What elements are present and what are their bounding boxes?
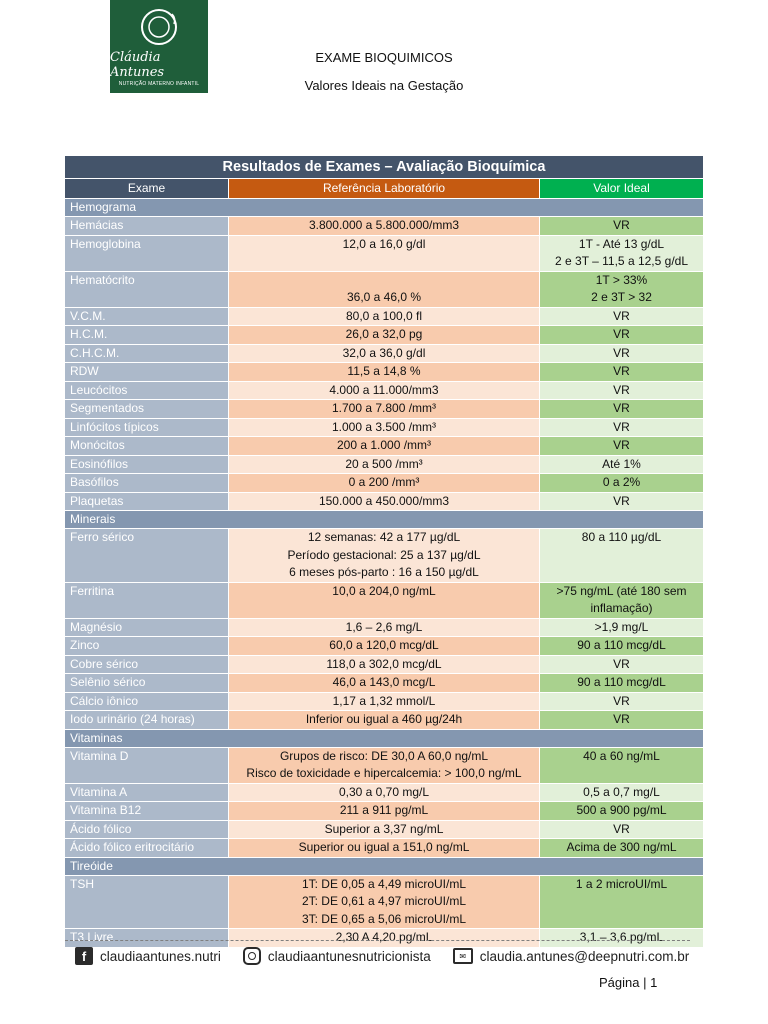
ideal-value-line: Acima de 300 ng/mL (566, 840, 677, 854)
document-title: EXAME BIOQUIMICOS (315, 50, 453, 65)
ideal-value-line: VR (613, 438, 630, 452)
reference-value-line: 60,0 a 120,0 mcg/dL (329, 638, 439, 652)
instagram-handle: claudiaantunesnutricionista (267, 948, 431, 964)
table-row (65, 582, 703, 618)
exam-name: Magnésio (65, 619, 228, 637)
ideal-value-cell (539, 326, 703, 344)
table-row (65, 235, 703, 271)
ideal-value-line: 1T - Até 13 g/dL (578, 236, 665, 251)
exam-name: RDW (65, 363, 228, 381)
exam-name: Plaquetas (65, 493, 228, 511)
table-row (65, 381, 703, 400)
table-row (65, 528, 703, 582)
page-number: Página | 1 (599, 975, 658, 990)
ideal-value-line: 0 a 2% (602, 475, 641, 489)
table-row (65, 216, 703, 235)
reference-value-cell (228, 345, 539, 363)
reference-value-cell (228, 236, 539, 271)
exam-name: Cálcio iônico (65, 693, 228, 711)
exam-name: Vitamina A (65, 784, 228, 802)
reference-value-cell (228, 821, 539, 839)
exam-name: Selênio sérico (65, 674, 228, 692)
ideal-value-cell (539, 674, 703, 692)
reference-value-line (229, 272, 539, 290)
ideal-value-line: 40 a 60 ng/mL (583, 748, 660, 763)
table-row (65, 399, 703, 418)
reference-value-line: 36,0 a 46,0 % (346, 290, 422, 304)
facebook-contact[interactable] (75, 947, 221, 965)
exam-name: Iodo urinário (24 horas) (65, 711, 228, 729)
reference-value-cell (228, 456, 539, 474)
exam-name: H.C.M. (65, 326, 228, 344)
reference-value-line: 2,30 A 4,20 pg/mL (335, 930, 433, 944)
reference-value-cell (228, 529, 539, 582)
reference-value-line: 1.000 a 3.500 /mm³ (331, 419, 437, 434)
reference-value-cell (228, 437, 539, 455)
reference-value-cell (228, 876, 539, 929)
logo-name: Cláudia Antunes (110, 50, 165, 80)
reference-value-line: 0,30 a 0,70 mg/L (338, 784, 430, 799)
ideal-value-line (540, 893, 703, 911)
exam-name: Ácido fólico eritrocitário (65, 839, 228, 857)
ideal-value-cell (539, 929, 703, 947)
ideal-value-cell (539, 437, 703, 455)
email-contact[interactable] (453, 948, 690, 964)
reference-value-line: 4.000 a 11.000/mm3 (329, 382, 439, 397)
reference-value-line: 20 a 500 /mm³ (345, 456, 423, 471)
ideal-value-cell (539, 308, 703, 326)
ideal-value-cell (539, 802, 703, 820)
reference-value-line: 26,0 a 32,0 pg (345, 327, 423, 341)
reference-value-cell (228, 711, 539, 729)
ideal-value-line (540, 564, 703, 582)
reference-value-cell (228, 802, 539, 820)
reference-value-line: 6 meses pós-parto : 16 a 150 µg/dL (289, 565, 479, 579)
reference-value-cell (228, 272, 539, 307)
reference-value-line: 1,17 a 1,32 mmol/L (332, 693, 436, 708)
ideal-value-cell (539, 456, 703, 474)
exam-name: Segmentados (65, 400, 228, 418)
reference-value-line: 10,0 a 204,0 ng/mL (332, 583, 436, 598)
exam-name: T3 Livre (65, 929, 228, 947)
reference-value-cell (228, 637, 539, 655)
ideal-value-line: inflamação) (590, 601, 653, 615)
ideal-value-line: >1,9 mg/L (594, 619, 649, 634)
reference-value-line: 32,0 a 36,0 g/dl (342, 345, 426, 360)
ideal-value-cell (539, 345, 703, 363)
reference-value-cell (228, 839, 539, 857)
reference-value-line: 46,0 a 143,0 mcg/L (332, 675, 436, 689)
reference-value-line (229, 600, 539, 618)
reference-value-line: Superior ou igual a 151,0 ng/mL (298, 840, 470, 854)
reference-value-line: Inferior ou igual a 460 µg/24h (305, 712, 463, 726)
table-row (65, 418, 703, 437)
table-row (65, 325, 703, 344)
table-row (65, 801, 703, 820)
reference-value-line: 12,0 a 16,0 g/dl (342, 236, 426, 251)
ideal-value-line: VR (613, 656, 630, 671)
reference-value-line (229, 253, 539, 271)
reference-value-cell (228, 400, 539, 418)
exam-name: Hematócrito (65, 272, 228, 307)
ideal-value-line: 500 a 900 pg/mL (576, 803, 667, 817)
reference-value-cell (228, 693, 539, 711)
table-row (65, 875, 703, 929)
table-row (65, 362, 703, 381)
reference-value-line: 80,0 a 100,0 fl (345, 308, 423, 323)
ideal-value-cell (539, 529, 703, 582)
section-header: Hemograma (65, 198, 703, 216)
ideal-value-cell (539, 693, 703, 711)
reference-value-line: 150.000 a 450.000/mm3 (318, 493, 450, 508)
facebook-handle: claudiaantunes.nutri (100, 948, 221, 964)
table-row (65, 928, 703, 947)
table-body (65, 198, 703, 947)
exam-name: Leucócitos (65, 382, 228, 400)
ideal-value-line: VR (613, 493, 630, 508)
table-row (65, 271, 703, 307)
ideal-value-line: 80 a 110 µg/dL (581, 530, 662, 544)
reference-value-line: Risco de toxicidade e hipercalcemia: > 100,0 ng/mL (246, 766, 522, 780)
ideal-value-cell (539, 656, 703, 674)
ideal-value-line: VR (613, 327, 630, 341)
document-subtitle: Valores Ideais na Gestação (304, 78, 464, 93)
reference-value-cell (228, 326, 539, 344)
footer-contacts (75, 947, 695, 965)
reference-value-cell (228, 784, 539, 802)
column-header-exam: Exame (65, 179, 228, 198)
ideal-value-line: 3,1 – 3,6 pg/mL (579, 930, 664, 944)
table-row (65, 436, 703, 455)
exam-name: Eosinófilos (65, 456, 228, 474)
ideal-value-line: 1 a 2 microUI/mL (575, 876, 668, 891)
ideal-value-line: VR (613, 693, 630, 708)
exam-name: Monócitos (65, 437, 228, 455)
plate-logo-icon (138, 6, 180, 48)
ideal-value-cell (539, 619, 703, 637)
exam-name: C.H.C.M. (65, 345, 228, 363)
exam-name: Vitamina D (65, 748, 228, 783)
reference-value-cell (228, 656, 539, 674)
table-row (65, 492, 703, 511)
reference-value-cell (228, 619, 539, 637)
table-row (65, 618, 703, 637)
reference-value-cell (228, 474, 539, 492)
table-row (65, 838, 703, 857)
reference-value-cell (228, 493, 539, 511)
reference-value-line: 200 a 1.000 /mm³ (336, 438, 432, 452)
ideal-value-cell (539, 821, 703, 839)
email-address: claudia.antunes@deepnutri.com.br (479, 948, 690, 964)
table-row (65, 455, 703, 474)
ideal-value-cell (539, 382, 703, 400)
table-row (65, 655, 703, 674)
ideal-value-cell (539, 637, 703, 655)
logo-tagline: NUTRIÇÃO MATERNO INFANTIL (118, 81, 200, 87)
reference-value-line: Período gestacional: 25 a 137 µg/dL (287, 547, 481, 562)
table-row (65, 710, 703, 729)
ideal-value-line: >75 ng/mL (até 180 sem (556, 583, 687, 598)
ideal-value-line (540, 911, 703, 929)
facebook-icon: f (75, 947, 93, 965)
reference-value-cell (228, 419, 539, 437)
reference-value-line: 0 a 200 /mm³ (348, 475, 420, 489)
exam-name: Zinco (65, 637, 228, 655)
ideal-value-line: VR (613, 401, 630, 415)
exam-name: Ferro sérico (65, 529, 228, 582)
exam-name: Ferritina (65, 583, 228, 618)
column-header-row (65, 178, 703, 198)
ideal-value-cell (539, 839, 703, 857)
ideal-value-line: 90 a 110 mcg/dL (577, 675, 666, 689)
ideal-value-cell (539, 419, 703, 437)
reference-value-line: Superior a 3,37 ng/mL (324, 821, 444, 836)
ideal-value-line: 0,5 a 0,7 mg/L (583, 784, 660, 799)
reference-value-cell (228, 929, 539, 947)
table-row (65, 344, 703, 363)
reference-value-line: 118,0 a 302,0 mcg/dL (326, 656, 442, 671)
reference-value-cell (228, 363, 539, 381)
instagram-contact[interactable] (243, 947, 431, 965)
ideal-value-line: VR (613, 712, 630, 726)
ideal-value-line: 2 e 3T > 32 (591, 290, 652, 304)
reference-value-line: 12 semanas: 42 a 177 µg/dL (307, 530, 461, 544)
ideal-value-cell (539, 236, 703, 271)
footer-divider (65, 940, 690, 941)
ideal-value-line: VR (613, 821, 630, 836)
table-row (65, 473, 703, 492)
exam-name: V.C.M. (65, 308, 228, 326)
exam-name: TSH (65, 876, 228, 929)
table-row (65, 747, 703, 783)
reference-value-line: Grupos de risco: DE 30,0 A 60,0 ng/mL (279, 748, 489, 763)
reference-value-cell (228, 308, 539, 326)
ideal-value-cell (539, 784, 703, 802)
ideal-value-cell (539, 474, 703, 492)
reference-value-line: 3T: DE 0,65 a 5,06 microUI/mL (301, 911, 467, 926)
table-row (65, 783, 703, 802)
reference-value-cell (228, 674, 539, 692)
section-header: Minerais (65, 510, 703, 528)
email-icon: ✉ (453, 948, 473, 964)
ideal-value-line: VR (613, 382, 630, 397)
table-row (65, 636, 703, 655)
reference-value-line: 11,5 a 14,8 % (347, 364, 421, 378)
column-header-reference: Referência Laboratório (228, 179, 539, 198)
section-header: Vitaminas (65, 729, 703, 747)
ideal-value-line: 1T > 33% (595, 272, 648, 287)
reference-value-line: 1,6 – 2,6 mg/L (345, 619, 423, 634)
results-table (65, 156, 703, 947)
reference-value-cell (228, 583, 539, 618)
ideal-value-line: 2 e 3T – 11,5 a 12,5 g/dL (555, 254, 688, 268)
reference-value-line: 3.800.000 a 5.800.000/mm3 (308, 218, 460, 232)
ideal-value-cell (539, 363, 703, 381)
reference-value-cell (228, 382, 539, 400)
exam-name: Vitamina B12 (65, 802, 228, 820)
ideal-value-cell (539, 217, 703, 235)
exam-name: Basófilos (65, 474, 228, 492)
ideal-value-cell (539, 272, 703, 307)
instagram-icon (243, 947, 261, 965)
ideal-value-line (540, 547, 703, 565)
table-caption: Resultados de Exames – Avaliação Bioquímica (65, 156, 703, 178)
reference-value-line: 211 a 911 pg/mL (339, 803, 429, 817)
column-header-ideal: Valor Ideal (539, 179, 703, 198)
ideal-value-cell (539, 583, 703, 618)
ideal-value-cell (539, 748, 703, 783)
ideal-value-line: VR (613, 218, 630, 232)
ideal-value-line (540, 765, 703, 783)
table-row (65, 673, 703, 692)
ideal-value-line: Até 1% (602, 456, 641, 471)
exam-name: Hemoglobina (65, 236, 228, 271)
ideal-value-cell (539, 876, 703, 929)
exam-name: Hemácias (65, 217, 228, 235)
reference-value-line: 1T: DE 0,05 a 4,49 microUI/mL (301, 876, 467, 891)
reference-value-cell (228, 748, 539, 783)
exam-name: Cobre sérico (65, 656, 228, 674)
ideal-value-cell (539, 493, 703, 511)
section-header: Tireóide (65, 857, 703, 875)
ideal-value-line: VR (613, 345, 630, 360)
reference-value-cell (228, 217, 539, 235)
table-row (65, 692, 703, 711)
table-row (65, 307, 703, 326)
ideal-value-line: 90 a 110 mcg/dL (577, 638, 666, 652)
table-row (65, 820, 703, 839)
exam-name: Linfócitos típicos (65, 419, 228, 437)
ideal-value-cell (539, 711, 703, 729)
exam-name: Ácido fólico (65, 821, 228, 839)
ideal-value-line: VR (613, 419, 630, 434)
reference-value-line: 2T: DE 0,61 a 4,97 microUI/mL (301, 894, 467, 908)
ideal-value-line: VR (613, 308, 630, 323)
reference-value-line: 1.700 a 7.800 /mm³ (331, 401, 437, 415)
ideal-value-cell (539, 400, 703, 418)
ideal-value-line: VR (613, 364, 630, 378)
